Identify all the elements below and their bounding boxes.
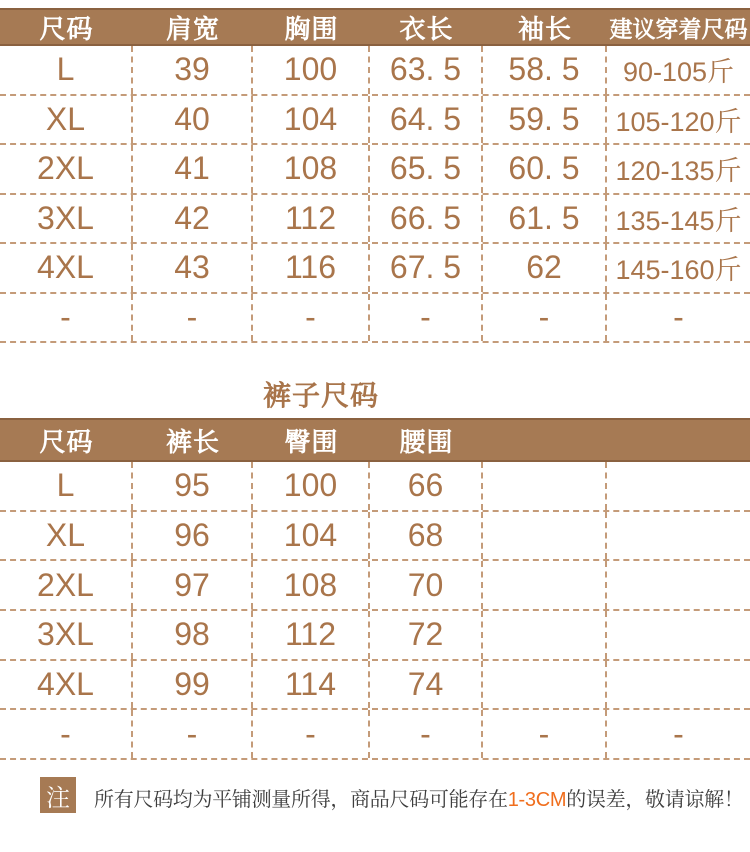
cell-value: 65. 5: [370, 145, 483, 193]
cell-value: 72: [370, 611, 483, 659]
cell-empty: -: [370, 294, 483, 342]
header-cell-size: 尺码: [39, 13, 94, 44]
cell-value: 112: [253, 195, 370, 243]
cell-empty: [607, 661, 750, 709]
cell-weight-range: 90-105斤: [622, 57, 735, 88]
table-row: [0, 512, 750, 562]
cell-empty: [607, 611, 750, 659]
cell-empty: -: [0, 294, 133, 342]
measurement-note: [0, 760, 750, 852]
header-cell-hip: 臀围: [284, 426, 339, 457]
header-cell-shoulder-width: 肩宽: [165, 13, 220, 44]
cell-value: 96: [133, 512, 253, 560]
cell-value: 108: [253, 561, 370, 609]
cell-value: 41: [133, 145, 253, 193]
cell-size: 2XL: [0, 145, 133, 193]
cell-value: 95: [133, 462, 253, 510]
cell-value: 70: [370, 561, 483, 609]
table-row: [0, 244, 750, 294]
cell-empty: -: [673, 715, 684, 752]
cell-empty: [607, 561, 750, 609]
cell-empty: [483, 512, 607, 560]
table-row: [0, 294, 750, 344]
cell-value: 40: [133, 96, 253, 144]
cell-empty: -: [133, 294, 253, 342]
cell-value: 39: [133, 46, 253, 94]
cell-empty: -: [133, 710, 253, 758]
cell-size: L: [0, 462, 133, 510]
header-cell-bust: 胸围: [284, 13, 339, 44]
cell-value: 116: [253, 244, 370, 292]
pants-header-row: [0, 418, 750, 462]
cell-value: 104: [253, 512, 370, 560]
cell-value: 64. 5: [370, 96, 483, 144]
header-cell-recommended-weight: 建议穿着尺码: [609, 15, 748, 42]
cell-value: 100: [253, 462, 370, 510]
cell-empty: [607, 462, 750, 510]
cell-size: L: [0, 46, 133, 94]
cell-value: 104: [253, 96, 370, 144]
cell-empty: [483, 661, 607, 709]
cell-value: 98: [133, 611, 253, 659]
cell-empty: -: [370, 710, 483, 758]
note-badge: 注: [40, 777, 76, 813]
cell-empty: [483, 611, 607, 659]
cell-size: XL: [0, 512, 133, 560]
cell-size: 2XL: [0, 561, 133, 609]
cell-empty: [483, 561, 607, 609]
pants-size-table: [0, 418, 750, 760]
note-text-after: 的误差，敬请谅解！: [566, 789, 744, 811]
cell-value: 62: [483, 244, 607, 292]
table-row: [0, 561, 750, 611]
header-cell-blank: [607, 420, 750, 460]
table-row: [0, 710, 750, 760]
cell-empty: -: [483, 294, 607, 342]
cell-size: XL: [0, 96, 133, 144]
cell-value: 63. 5: [370, 46, 483, 94]
cell-weight-range: 120-135斤: [615, 156, 742, 187]
cell-empty: -: [673, 298, 684, 335]
cell-value: 108: [253, 145, 370, 193]
table-row: [0, 96, 750, 146]
table-row: [0, 46, 750, 96]
cell-empty: -: [253, 710, 370, 758]
cell-weight-range: 135-145斤: [615, 205, 742, 236]
header-cell-garment-length: 衣长: [399, 13, 454, 44]
cell-value: 60. 5: [483, 145, 607, 193]
cell-value: 97: [133, 561, 253, 609]
header-cell-blank: [483, 420, 607, 460]
cell-value: 112: [253, 611, 370, 659]
cell-value: 66. 5: [370, 195, 483, 243]
table-row: [0, 462, 750, 512]
tops-header-row: [0, 8, 750, 46]
header-cell-sleeve-length: 袖长: [517, 13, 572, 44]
cell-value: 99: [133, 661, 253, 709]
table-row: [0, 145, 750, 195]
header-cell-pants-length: 裤长: [165, 426, 220, 457]
cell-value: 74: [370, 661, 483, 709]
note-text-before: 所有尺码均为平铺测量所得，商品尺码可能存在: [94, 789, 508, 811]
cell-empty: [607, 512, 750, 560]
table-row: [0, 661, 750, 711]
table-row: [0, 611, 750, 661]
cell-value: 114: [253, 661, 370, 709]
header-cell-waist: 腰围: [399, 426, 454, 457]
cell-value: 100: [253, 46, 370, 94]
cell-value: 66: [370, 462, 483, 510]
cell-size: 3XL: [0, 611, 133, 659]
tops-size-table: [0, 8, 750, 343]
pants-size-title: 裤子尺码: [263, 380, 380, 411]
cell-value: 58. 5: [483, 46, 607, 94]
cell-empty: -: [483, 710, 607, 758]
cell-size: 4XL: [0, 244, 133, 292]
table-row: [0, 195, 750, 245]
cell-weight-range: 145-160斤: [615, 255, 742, 286]
cell-value: 42: [133, 195, 253, 243]
header-cell-size: 尺码: [39, 426, 94, 457]
cell-value: 43: [133, 244, 253, 292]
cell-value: 59. 5: [483, 96, 607, 144]
cell-value: 68: [370, 512, 483, 560]
cell-size: 3XL: [0, 195, 133, 243]
cell-value: 61. 5: [483, 195, 607, 243]
cell-empty: -: [0, 710, 133, 758]
cell-empty: [483, 462, 607, 510]
cell-size: 4XL: [0, 661, 133, 709]
cell-empty: -: [253, 294, 370, 342]
note-highlight: 1-3CM: [507, 789, 567, 811]
note-text: [94, 783, 744, 812]
cell-value: 67. 5: [370, 244, 483, 292]
cell-weight-range: 105-120斤: [615, 106, 742, 137]
